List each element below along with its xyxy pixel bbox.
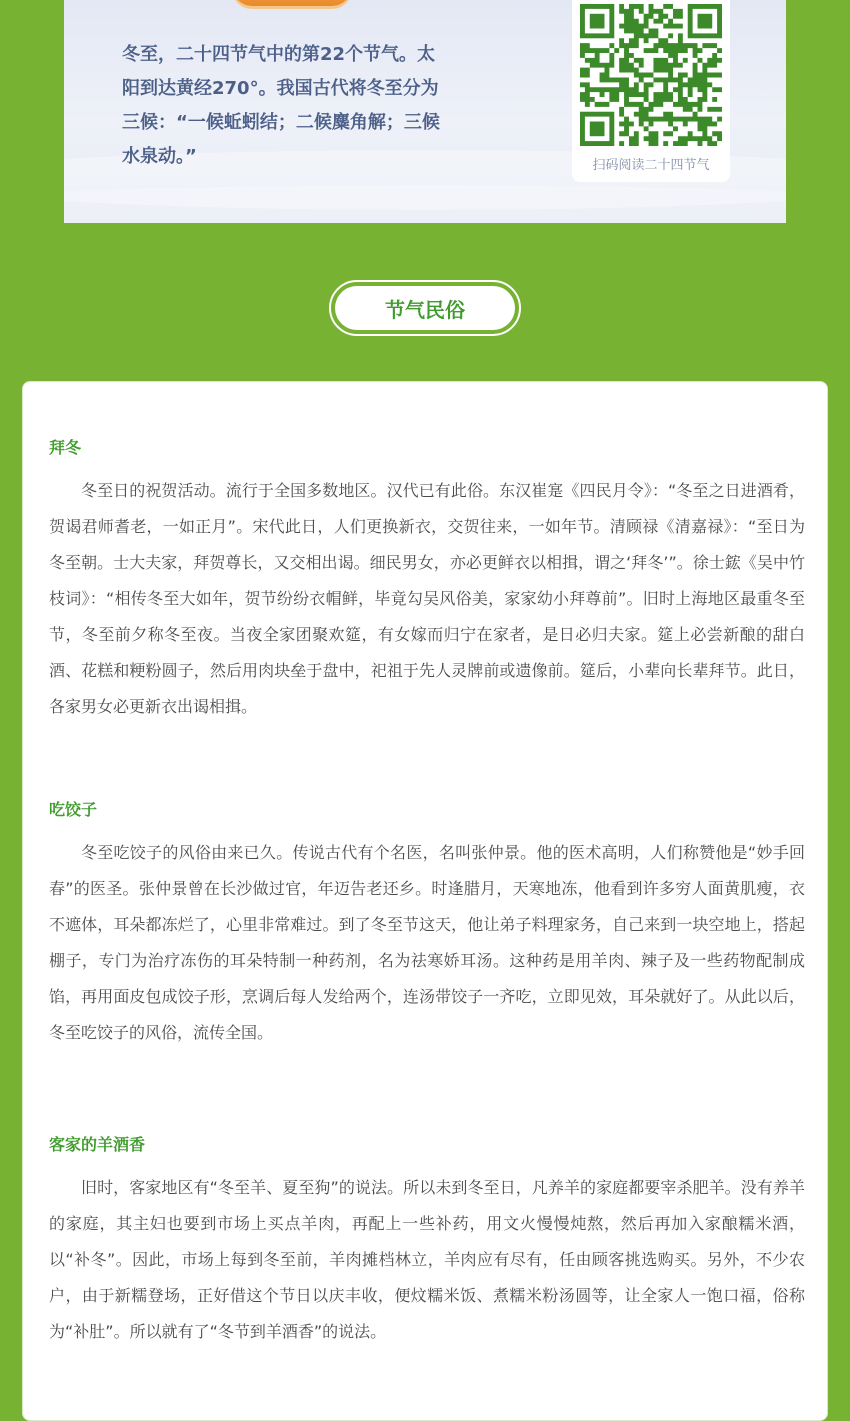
dumpling-bowl-decoration bbox=[232, 0, 352, 6]
qr-code-icon[interactable] bbox=[580, 4, 722, 146]
article-title: 吃饺子 bbox=[49, 800, 98, 819]
qr-code-panel[interactable] bbox=[572, 0, 730, 182]
article-body: 冬至日的祝贺活动。流行于全国多数地区。汉代已有此俗。东汉崔寔《四民月令》：“冬至之日进酒肴，贺谒君师耆老，一如正月”。宋代此日，人们更换新衣，交贺往来，一如年节。清顾禄《清嘉禄》：“至日为冬至朝。士大夫家，拜贺尊长，又交相出谒。细民男女，亦必更鲜衣以相揖，谓之‘拜冬’”。徐士鋐《吴中竹枝词》：“相传冬至大如年，贺节纷纷衣帽鲜，毕竟勾吴风俗美，家家幼小拜尊前”。旧时上海地区最重冬至节，冬至前夕称冬至夜。当夜全家团聚欢筵，有女嫁而归宁在家者，是日必归夫家。筵上必尝新酿的甜白酒、花糕和粳粉圆子，然后用肉块垒于盘中，祀祖于先人灵牌前或遗像前。筵后，小辈向长辈拜节。此日，各家男女必更新衣出谒相揖。 bbox=[49, 481, 805, 716]
background-wave bbox=[64, 185, 786, 223]
article-hakka-mutton-wine bbox=[49, 1134, 805, 1350]
section-header bbox=[329, 280, 521, 336]
intro-card bbox=[64, 0, 786, 223]
article-title: 拜冬 bbox=[49, 438, 82, 457]
article-dumplings bbox=[49, 799, 805, 1051]
content-card bbox=[22, 381, 828, 1421]
section-title: 节气民俗 bbox=[335, 286, 515, 330]
article-title: 客家的羊酒香 bbox=[49, 1135, 146, 1154]
article-body: 冬至吃饺子的风俗由来已久。传说古代有个名医，名叫张仲景。他的医术高明，人们称赞他是“妙手回春”的医圣。张仲景曾在长沙做过官，年迈告老还乡。时逢腊月，天寒地冻，他看到许多穷人面黄肌瘦，衣不遮体，耳朵都冻烂了，心里非常难过。到了冬至节这天，他让弟子料理家务，自己来到一块空地上，搭起棚子，专门为治疗冻伤的耳朵特制一种药剂，名为祛寒娇耳汤。这种药是用羊肉、辣子及一些药物配制成馅，再用面皮包成饺子形，烹调后每人发给两个，连汤带饺子一齐吃，立即见效，耳朵就好了。从此以后，冬至吃饺子的风俗，流传全国。 bbox=[49, 843, 805, 1042]
article-bai-dong bbox=[49, 437, 805, 725]
qr-caption: 扫码阅读二十四节气 bbox=[592, 158, 710, 173]
article-body: 旧时，客家地区有“冬至羊、夏至狗”的说法。所以未到冬至日，凡养羊的家庭都要宰杀肥羊。没有养羊的家庭，其主妇也要到市场上买点羊肉，再配上一些补药，用文火慢慢炖熬，然后再加入家酿糯米酒，以“补冬”。因此，市场上每到冬至前，羊肉摊档林立，羊肉应有尽有，任由顾客挑选购买。另外，不少农户，由于新糯登场，正好借这个节日以庆丰收，便炆糯米饭、煮糯米粉汤圆等，让全家人一饱口福，俗称为“补肚”。所以就有了“冬节到羊酒香”的说法。 bbox=[49, 1178, 805, 1341]
intro-text: 冬至，二十四节气中的第22个节气。太阳到达黄经270°。我国古代将冬至分为三候：“一候蚯蚓结；二候麋角解；三候水泉动。” bbox=[122, 44, 440, 167]
